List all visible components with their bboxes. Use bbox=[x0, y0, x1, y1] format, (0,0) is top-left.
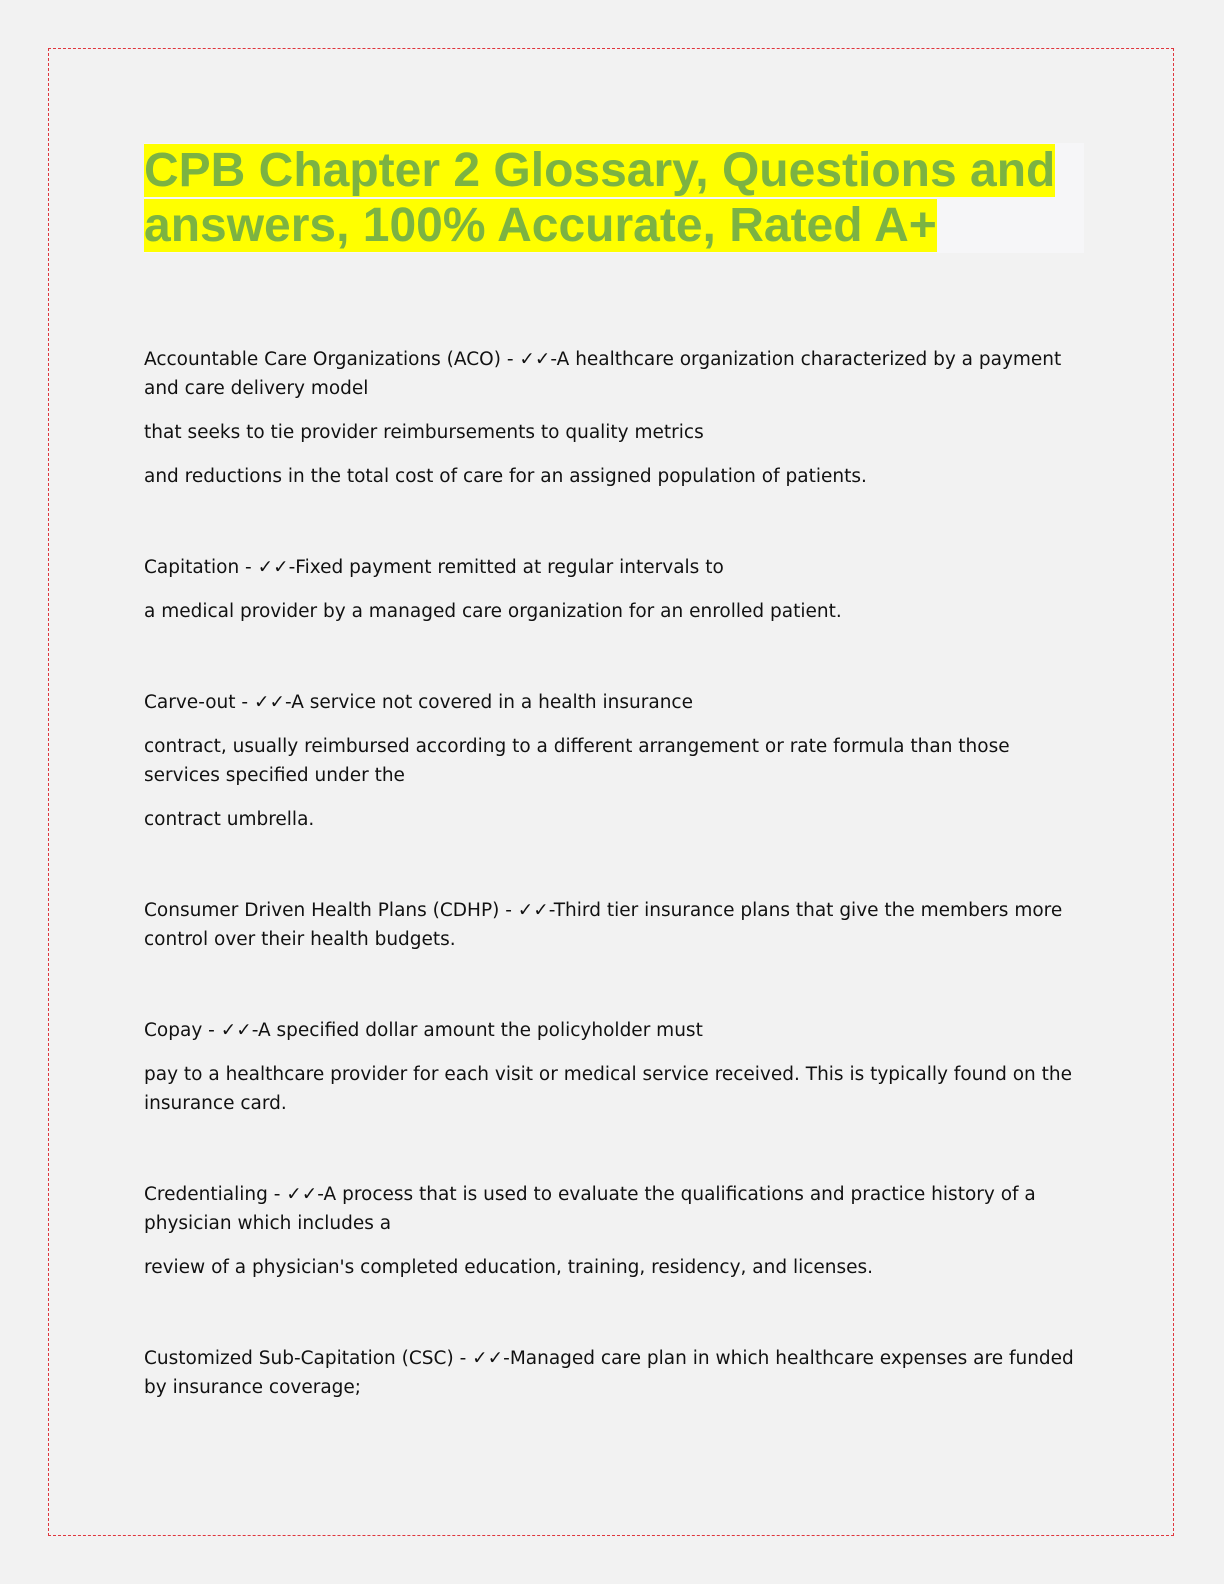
entry-separator: - bbox=[235, 692, 254, 713]
title-highlight: CPB Chapter 2 Glossary, Questions and answers, 100% Accurate, Rated A+ bbox=[144, 144, 1056, 252]
double-check-icon: ✓✓ bbox=[257, 557, 289, 578]
double-check-icon: ✓✓ bbox=[286, 1184, 318, 1205]
entry-definition: -A healthcare organization characterized by a payment and care delivery model bbox=[144, 349, 1062, 399]
glossary-entry-copay bbox=[144, 1016, 1084, 1118]
entry-term: Capitation bbox=[144, 557, 240, 578]
entry-line bbox=[144, 896, 1084, 954]
entry-line: that seeks to tie provider reimbursements to quality metrics bbox=[144, 422, 704, 443]
glossary-entry-capitation bbox=[144, 553, 1084, 626]
entry-separator: - bbox=[202, 1020, 221, 1041]
entry-separator: - bbox=[453, 1348, 473, 1369]
glossary-entry-cdhp bbox=[144, 896, 1084, 954]
entry-term: Carve-out bbox=[144, 692, 236, 713]
entry-line bbox=[144, 688, 1084, 717]
document-title bbox=[144, 143, 1084, 253]
entry-term: Copay bbox=[144, 1020, 203, 1041]
double-check-icon: ✓✓ bbox=[517, 900, 549, 921]
entry-definition: -A process that is used to evaluate the qualifications and practice history of a physician which includes a bbox=[144, 1184, 1036, 1234]
entry-line: contract, usually reimbursed according to a different arrangement or rate formula than those services specified under the bbox=[144, 736, 1010, 786]
entry-definition: -Fixed payment remitted at regular intervals to bbox=[288, 557, 724, 578]
title-block bbox=[144, 143, 1084, 253]
glossary-entry-credentialing bbox=[144, 1180, 1084, 1282]
entry-separator: - bbox=[267, 1184, 287, 1205]
entry-term: Credentialing bbox=[144, 1184, 268, 1205]
entry-definition: -A specified dollar amount the policyholder must bbox=[251, 1020, 703, 1041]
entry-term: Consumer Driven Health Plans (CDHP) bbox=[144, 900, 500, 921]
entry-line bbox=[144, 553, 1084, 582]
entry-line: and reductions in the total cost of care for an assigned population of patients. bbox=[144, 466, 867, 487]
entry-line bbox=[144, 345, 1084, 403]
glossary-entry-csc bbox=[144, 1344, 1084, 1402]
entry-definition: -Third tier insurance plans that give the members more control over their health budgets. bbox=[144, 900, 1063, 950]
glossary-entry-aco bbox=[144, 345, 1084, 491]
entry-line: pay to a healthcare provider for each visit or medical service received. This is typically found on the insurance card. bbox=[144, 1064, 1072, 1114]
double-check-icon: ✓✓ bbox=[220, 1020, 252, 1041]
entry-term: Accountable Care Organizations (ACO) bbox=[144, 349, 501, 370]
entry-line bbox=[144, 1180, 1084, 1238]
entry-line: review of a physician's completed education, training, residency, and licenses. bbox=[144, 1257, 874, 1278]
entry-separator: - bbox=[500, 349, 520, 370]
entry-line bbox=[144, 1344, 1084, 1402]
entry-definition: -A service not covered in a health insurance bbox=[284, 692, 693, 713]
entry-definition: -Managed care plan in which healthcare expenses are funded by insurance coverage; bbox=[144, 1348, 1074, 1398]
double-check-icon: ✓✓ bbox=[472, 1348, 504, 1369]
glossary-entry-carve-out bbox=[144, 688, 1084, 834]
entry-term: Customized Sub-Capitation (CSC) bbox=[144, 1348, 454, 1369]
glossary-content bbox=[144, 345, 1084, 1464]
entry-separator: - bbox=[239, 557, 258, 578]
entry-line: contract umbrella. bbox=[144, 809, 315, 830]
entry-separator: - bbox=[499, 900, 518, 921]
entry-line bbox=[144, 1016, 1084, 1045]
entry-line: a medical provider by a managed care organization for an enrolled patient. bbox=[144, 601, 842, 622]
double-check-icon: ✓✓ bbox=[253, 692, 285, 713]
double-check-icon: ✓✓ bbox=[519, 349, 551, 370]
